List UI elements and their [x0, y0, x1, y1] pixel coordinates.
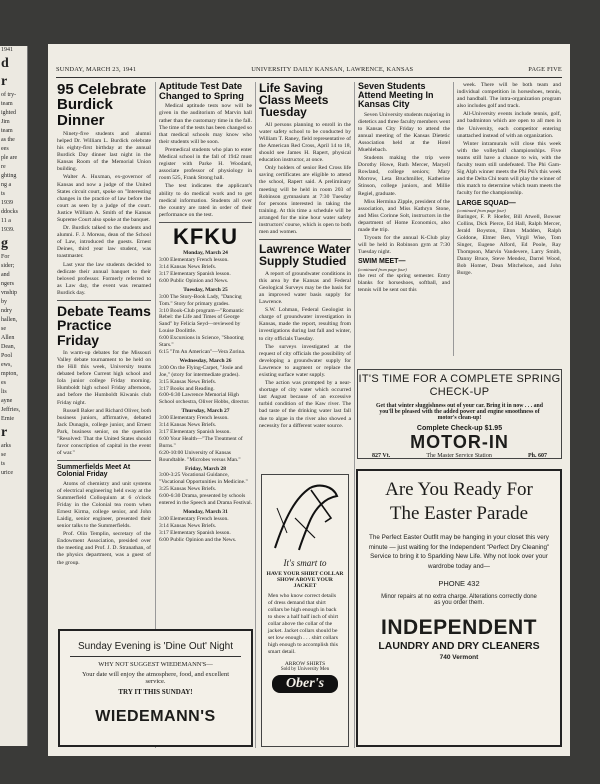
shirt-collar-illustration	[265, 478, 345, 553]
masthead-page: PAGE FIVE	[528, 66, 562, 73]
prev-page-fragment: Pool	[1, 353, 13, 359]
headline-debate: Debate Teams Practice Friday	[57, 303, 151, 348]
prev-page-fragment: se	[1, 452, 6, 458]
prev-page-fragment: 1939	[1, 200, 13, 206]
newspaper-page	[48, 44, 570, 756]
prev-page-fragment: Jim	[1, 119, 10, 125]
prev-page-fragment: Jeffries,	[1, 407, 21, 413]
prev-page-fragment: ayne	[1, 398, 13, 404]
ad-obers-logo: Ober's	[272, 675, 338, 693]
paragraph: A report of groundwater conditions in this area by the Kansas and Federal Geological Surveys may be the basis for an improved water basis supply for Lawrence.	[259, 270, 351, 306]
paragraph: week. There will be both team and individual competition in horseshoes, tennis, and handball. The intra-organization program also includes golf and track.	[457, 82, 561, 110]
prev-page-fragment: ews,	[1, 362, 12, 368]
continued-note: (continued from page four)	[358, 266, 407, 272]
paragraph: Ninety-five students and alumni helped Dr. William L. Burdick celebrate his eighty-first birthday at the annual Burdick Day dinner last night in the Kansas Room of the Memorial Union building.	[57, 130, 151, 173]
column-3	[259, 82, 351, 431]
ad-wiedemanns	[58, 629, 253, 747]
ad-motor-in	[357, 369, 562, 459]
prev-page-fragment: Ernie	[1, 416, 14, 422]
paragraph: S.W. Lohman, Federal Geologist in charge of groundwater investigation in Kansas, made the report, resulting from investigations during last fall and winter, to city officials Tuesday.	[259, 307, 351, 342]
schedule-item: 6:15 "I'm An American"—Vera Zorina.	[159, 349, 246, 355]
ad-cleaners-body: The Perfect Easter Outfit may be hanging in your closet this very minute — just waiting for the Independent "Perfect Dry Cleaning" Service to bring it to Sparkling New Life. Why not look over your wardrobe today and—	[368, 534, 550, 570]
paragraph: Students making the trip were Dorothy Howe, Ruth Mercer, Maryell Rowland, college seniors; Mary Morrow, Leta Bruchmiller, Katherine Stinson, college juniors, and Millie Regiel, graduate.	[358, 155, 450, 197]
prev-page-fragment: hallen,	[1, 317, 18, 323]
ad-obers-arrow: ARROW SHIRTS	[284, 661, 326, 667]
paragraph: The surveys investigated at the request of city officials the possibility of developing a groundwater supply for Lawrence to augment or replace the existing surface water supply.	[259, 343, 351, 378]
ad-wiedemanns-headline: Sunday Evening is 'Dine Out' Night	[77, 641, 233, 652]
paragraph: The test indicates the applicant's ability to do medical work and to get medical information. Students all over the country are rated in order of their performance on the test.	[159, 183, 252, 218]
column-rule	[255, 82, 256, 748]
paragraph: Seven University students majoring in dietetics and three faculty members went to Kansas City Friday to attend the annual meeting of the Kansas Dietetic Association held at the Hotel Muehlebach.	[358, 111, 450, 153]
article-debate	[57, 350, 151, 457]
headline-burdick: 95 Celebrate Burdick Dinner	[57, 81, 147, 129]
prev-page-fragment: and	[1, 272, 10, 278]
paragraph: Atoms of chemistry and unit systems of electrical engineering held sway at the Summerfield Colloquium at 6 o'clock Friday in the Colonial tea room when Ernest Kirma, college senior, and John Laidig, senior engineer, presented their senior talks to the Summerfields.	[57, 480, 151, 530]
column-rule	[453, 82, 454, 356]
article-lifesaving	[259, 122, 351, 237]
ad-obers-headline: HAVE YOUR SHIRT COLLAR SHOW ABOVE YOUR JACKET	[266, 571, 344, 589]
article-water	[259, 271, 351, 430]
prev-page-fragment: team	[1, 128, 13, 134]
article-large-squad: Baringer, F. P. Hoefer, Bill Atwell, Bowser Collins, Dick Pierce, Ed Hall, Ralph Mercer, Jerald Boyston, Elton Madden, Ralph Goldone, Elmer Ben, Virgil Wise, Tom Singer, Eugene Alford, Ed Poole, Ray Thompson, Marvin Vandevere, Larry Smith, Danny Bruce, Steve Mendez, Darrel Wood, Bob Homer, Dean Mitchelson, and John Burge.	[457, 213, 561, 277]
article-burdick	[57, 131, 151, 297]
divider	[57, 300, 151, 301]
paragraph: Tryouts for the annual K-Club play will be held in Robinson gym at 7:30 Tuesday night.	[358, 235, 450, 256]
prev-page-fragment: r	[1, 425, 8, 440]
schedule-item: 6:00 Public Opinion and News.	[159, 277, 229, 284]
prev-page-fragment: ng a	[1, 182, 12, 188]
masthead	[56, 66, 562, 78]
schedule-item: 6:00 Your Health—"The Treatment of Burns."	[159, 435, 243, 449]
continued-note: (continued from page four)	[457, 207, 506, 213]
ad-wiedemanns-line: WHY NOT SUGGEST WIEDEMANN'S—	[98, 661, 213, 668]
ad-cleaners-address: 740 Vermont	[439, 654, 479, 661]
prev-page-fragment: g	[1, 236, 8, 251]
column-2	[159, 82, 252, 543]
ad-cleaners-phone: PHONE 432	[438, 579, 480, 588]
prev-page-fragment: re	[1, 164, 6, 170]
ad-obers	[261, 474, 349, 747]
schedule-day: Friday, March 28	[185, 465, 226, 472]
divider	[259, 239, 351, 240]
headline-swim-meet: SWIM MEET—	[358, 258, 406, 266]
paragraph: All-University events include tennis, golf, and badminton which are open to all men in the University, each competitor entering unattached instead of with an organization.	[457, 111, 561, 139]
paragraph: In warm-up debates for the Missouri Valley debate tournament to be held on the Hill this week, University teams debated before Current high school and Iola junior college Friday morning. Humboldt high school Friday afternoon, and before the Humboldt Kiwanis club Friday night.	[57, 349, 151, 406]
schedule-item: 3:15 Kansas News Briefs.	[159, 378, 217, 385]
paragraph: Prof. Olin Templin, secretary of the Endowment Association, presided over the meeting and Prof. J. D. Stranathan, of the physics department, was a guest of the group.	[57, 531, 151, 566]
schedule-item: 6:00 Public Opinion and the News.	[159, 536, 237, 543]
prev-page-fragment: For	[1, 254, 10, 260]
prev-page-fragment: sider;	[1, 263, 15, 269]
prev-page-fragment: arks	[1, 443, 11, 449]
paragraph: Dr. Burdick talked to the students and alumni. F. J. Moreau, dean of the School of Law, introduced the guests. Ernest Deines, third year law student, was toastmaster.	[57, 225, 151, 260]
schedule-item: 3:17 Books and Reading.	[159, 385, 215, 392]
ad-motor-in-body: Get that winter sluggishness out of your car. Bring it in now . . . and you'll be pleased with the added power and engine smoothness of motor's clean-up!	[376, 403, 543, 421]
masthead-paper: UNIVERSITY DAILY KANSAN, LAWRENCE, KANSAS	[251, 66, 414, 73]
article-summerfields	[57, 481, 151, 567]
prev-page-fragment: Allen	[1, 335, 15, 341]
prev-page-fragment: ees	[1, 146, 9, 152]
ad-motor-in-tagline: The Master Service Station	[426, 453, 492, 459]
column-rule	[354, 82, 355, 748]
prev-page-fragment: ngers	[1, 281, 14, 287]
column-5	[457, 82, 561, 278]
ad-cleaners-note: Minor repairs at no extra charge. Alterations correctly done as you order them.	[381, 594, 537, 606]
schedule-item: 3:00 Elementary French lesson.	[159, 515, 229, 522]
prev-page-fragment: ndry	[1, 308, 12, 314]
headline-water: Lawrence Water Supply Studied	[259, 242, 351, 269]
paragraph: Medical aptitude tests now will be given in the auditorium of Marvin hall rather than the customary time in the fall. The time of the tests has been changed so that medical schools may know who their students will be soon.	[159, 103, 252, 145]
masthead-date: SUNDAY, MARCH 23, 1941	[56, 66, 137, 73]
prev-page-fragment: es	[1, 380, 6, 386]
prev-page-fragment: r	[1, 74, 8, 89]
prev-page-fragment: ghting	[1, 173, 17, 179]
prev-page-fragment: ddocks	[1, 209, 18, 215]
ad-cleaners-name: INDEPENDENT	[380, 616, 538, 639]
schedule-item: 3:14 Kansas News Briefs.	[159, 422, 217, 429]
article-swim-meet: the rest of the spring semester. Entry blanks for horseshoes, softball, and tennis will be sent out this	[358, 272, 450, 293]
schedule-item: 6:20-10:00 University of Kansas Roundtable. "Microbes versus Man."	[159, 449, 241, 463]
schedule-item: 3:00 Elementary French lesson.	[159, 415, 229, 422]
schedule-item: 3:17 Elementary Spanish lesson.	[159, 529, 231, 536]
schedule-item: 6:00-6:30 Drama, presented by schools entered in the Speech and Drama Festival.	[159, 493, 253, 507]
ad-motor-in-phone: Ph. 607	[527, 453, 547, 459]
kfku-logo: KFKU	[172, 223, 239, 249]
prev-page-fragment: team	[1, 101, 13, 107]
ad-cleaners-headline-2: The Easter Parade	[389, 503, 529, 524]
paragraph: Russell Baker and Richard Oliver, both business juniors, affirmative, debated Jack Dunagin, college junior, and Ernest Park, business senior, on the question "Resolved: That the United States should favor conscription of capital in the event of war."	[57, 407, 152, 457]
prev-page-fragment: ighted	[1, 110, 16, 116]
schedule-item: 3:17 Elementary Spanish lesson.	[159, 428, 231, 435]
divider	[57, 460, 151, 461]
prev-page-fragment: mpton,	[1, 371, 18, 377]
schedule-item: 3:00 Elementary French lesson.	[159, 257, 229, 264]
prev-page-fragment: 1941	[1, 47, 13, 53]
prev-page-fragment: as the	[1, 137, 15, 143]
prev-page-fragment: se	[1, 326, 6, 332]
schedule-item: 3:14 Kansas News Briefs.	[159, 522, 217, 529]
paragraph: Last year the law students decided to dedicate their annual banquet to their beloved professor. Formerly referred to as Law day, the event was renamed Burdick day.	[57, 261, 151, 296]
prev-page-fragment: d	[1, 56, 9, 71]
paragraph: Winter intramurals will close this week with the volleyball championships. Five teams still have a chance to win, with the faculty team still undefeated. The Phi Gam-Sig Alph winner meets the Phi Psi's this week and the Delta Chi team will play the winner of this match to determine which team meets the faculty for the championship.	[457, 140, 561, 197]
prev-page-fragment: Dean,	[1, 344, 16, 350]
ad-wiedemanns-name: WIEDEMANN'S	[95, 708, 216, 725]
schedule-day: Tuesday, March 25	[183, 286, 228, 293]
ad-cleaners-subname: LAUNDRY AND DRY CLEANERS	[378, 640, 540, 652]
ad-motor-in-headline: IT'S TIME FOR A COMPLETE SPRING CHECK-UP	[358, 373, 561, 398]
ad-motor-in-address: 827 Vt.	[372, 453, 391, 459]
prev-page-fragment: ts	[1, 191, 6, 197]
column-4	[358, 82, 450, 294]
divider	[159, 222, 252, 223]
ad-motor-in-price: Complete Check-up $1.95	[416, 425, 503, 432]
ad-wiedemanns-line: TRY IT THIS SUNDAY!	[118, 688, 193, 696]
radio-schedule	[159, 250, 252, 543]
article-seven-students	[358, 112, 450, 257]
previous-page-edge	[0, 46, 28, 746]
schedule-item: 3:10 Book-Club program—"Romantic Rebel: the Life and Times of George Sand" by Felicia Seyd—reviewed by Louise Doolittle.	[159, 307, 244, 335]
ad-obers-sold-by: Sold by University Men	[280, 667, 330, 672]
prev-page-fragment: urice	[1, 470, 13, 476]
prev-page-fragment: 1939.	[1, 227, 15, 233]
paragraph: Miss Hermina Zipple, president of the association, and Miss Kathryn Stone, and Miss Corinne Solt, instructors in the department of Home Economics, also made the trip.	[358, 198, 450, 234]
schedule-item: 6:00 Excursions in Science, "Shooting Stars."	[159, 335, 244, 349]
schedule-item: 3:14 Kansas News Briefs.	[159, 264, 217, 271]
schedule-item: 3:00-3:25 Vocational Guidance, "Vocational Opportunities in Medicine."	[159, 472, 248, 486]
schedule-item: 3:25 Kansas News Briefs.	[159, 486, 217, 493]
ad-independent-cleaners	[356, 469, 562, 747]
schedule-day: Monday, March 31	[183, 508, 228, 515]
headline-summerfields: Summerfields Meet At Colonial Friday	[57, 464, 131, 479]
ad-cleaners-headline: Are You Ready For	[385, 479, 533, 500]
column-1	[57, 82, 151, 568]
article-intramurals	[457, 82, 561, 198]
paragraph: Premedical students who plan to enter Medical school in the fall of 1942 must register with Parke H. Woodard, associate professor of physiology in room 525, Frank Strong hall.	[159, 146, 252, 182]
schedule-item: 3:17 Elementary Spanish lesson.	[159, 271, 231, 278]
prev-page-fragment: of try-	[1, 92, 17, 98]
schedule-day: Wednesday, March 26	[179, 357, 232, 364]
prev-page-fragment: lis	[1, 389, 7, 395]
headline-large-squad: LARGE SQUAD—	[457, 199, 516, 207]
ad-obers-tagline: It's smart to	[283, 558, 327, 568]
ad-obers-body: Men who know correct details of dress demand that shirt collars be high enough in back to show a half half inch of shirt collar above the collar of the jacket. Jacket collars should be set low enough . . . shirt collars high enough to accomplish this smart detail.	[268, 593, 339, 655]
schedule-day: Thursday, March 27	[181, 408, 230, 415]
ad-motor-in-footer	[358, 453, 561, 459]
prev-page-fragment: ts	[1, 461, 6, 467]
prev-page-fragment: ple are	[1, 155, 18, 161]
ad-motor-in-name: MOTOR-IN	[410, 432, 509, 452]
schedule-item: 6:00-6:30 Lawrence Memorial High School orchestra, Oliver Hobbs, director.	[159, 392, 250, 406]
paragraph: Only holders of senior Red Cross life saving certificates are eligible to attend the school, Rapert said. A preliminary meeting will be held in room 203 of Robinson gymnasium at 7:30 Tuesday for persons interested in taking the training. At this time a schedule will be arranged for the nine hour water safety instructors' course, which is open to both men and women.	[259, 165, 351, 236]
schedule-day: Monday, March 24	[183, 250, 228, 257]
prev-page-fragment: 11 a	[1, 218, 11, 224]
paragraph: The action was prompted by a near-shortage of city water which occurred last August because of an excessive turbid condition of the Kaw river. The bad taste of the drinking water last fall due to algae in the river also showed a necessity for a different water source.	[259, 380, 351, 429]
paragraph: All persons planning to enroll in the water safety school to be conducted by William T. Raney, field representative of the American Red Cross, April 14 to 18, should see James H. Rapert, physical education instructor, at once.	[259, 121, 351, 164]
headline-lifesaving: Life Saving Class Meets Tuesday	[259, 81, 329, 120]
headline-seven-students: Seven Students Attend Meeting In Kansas City	[358, 81, 434, 110]
prev-page-fragment: by	[1, 299, 7, 305]
schedule-item: 3:00 The Story-Book Lady, "Dancing Tom." Story for primary grades.	[159, 293, 242, 307]
ad-wiedemanns-line: Your date will enjoy the atmosphere, food, and excellent service.	[82, 671, 229, 685]
prev-page-fragment: vnship	[1, 290, 18, 296]
article-aptitude	[159, 103, 252, 219]
headline-aptitude: Aptitude Test Date Changed to Spring	[159, 81, 244, 102]
paragraph: Walter A. Huxman, ex-governor of Kansas and now a judge of the United States circuit court, spoke on "Interesting changes in the practice of law before the court as seen by a judge of the court. Justice William A. Smith of the Kansas Supreme Court also spoke at the banquet.	[57, 174, 151, 224]
schedule-item: 3:00 On the Flying-Carpet, "Josie and Joe," (story for intermediate grades).	[159, 364, 243, 378]
